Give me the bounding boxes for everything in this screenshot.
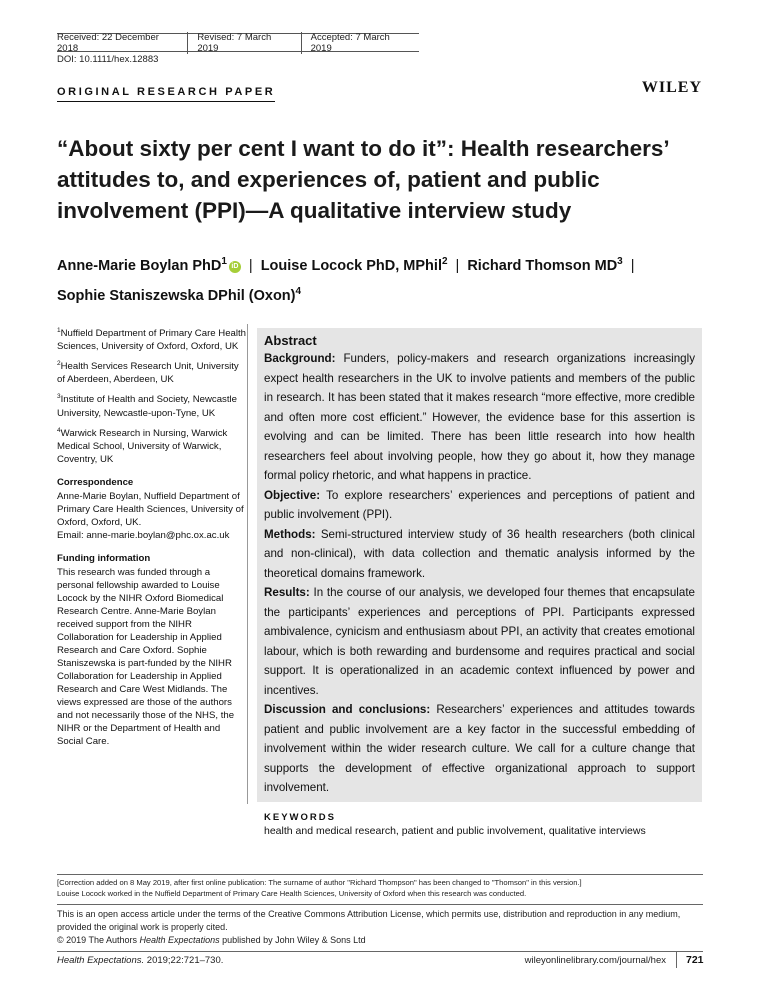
funding-text: This research was funded through a personal fellowship awarded to Louise Locock by the NIHR Oxford Biomedical Research Centre. Anne-Marie Boylan received support from the NIHR Collaboration for Leadership in Applied Research and Care Oxford. Sophie Staniszewska is part-funded by the NIHR Collaboration for Leadership in Applied Research and Care West Midlands. The views expressed are those of the authors and not necessarily those of the NHS, the NIHR or the Department of Health and Social Care. xyxy=(57,566,235,747)
author-name: Anne-Marie Boylan PhD xyxy=(57,257,222,274)
affiliation: $^1$Nuffield Department of Primary Care Health Sciences, University of Oxford, Oxford, UK xyxy=(57,327,247,353)
footer-divider xyxy=(676,952,677,968)
author-note: Louise Locock worked in the Nuffield Department of Primary Care Health Sciences, University of Oxford when this research was conducted. xyxy=(57,889,527,898)
paper-title: “About sixty per cent I want to do it”: Health researchers’ attitudes to, and experiences of, patient and public involvement (PPI)—A qualitative interview study xyxy=(57,136,669,223)
author-sup: 4 xyxy=(295,285,302,297)
footer-citation: Health Expectations. 2019;22:721–730. xyxy=(57,955,224,966)
accepted-date: Accepted: 7 March 2019 xyxy=(310,31,390,54)
abstract-conclusions: Discussion and conclusions: Researchers’ experiences and attitudes towards patient and public involvement are a key factor in the successful embedding of involvement within the wider research culture. We call for a culture change that supports the development of effective organizational approach to support involvement. xyxy=(264,703,695,794)
revised-date: Revised: 7 March 2019 xyxy=(188,32,301,54)
keywords: health and medical research, patient and public involvement, qualitative interviews xyxy=(264,824,646,837)
author-sup: 3 xyxy=(617,256,623,267)
divider xyxy=(57,904,703,905)
author-name: Louise Locock PhD, MPhil xyxy=(260,257,442,274)
author-name: Richard Thomson MD xyxy=(467,257,618,274)
author-sup: 2 xyxy=(441,256,448,267)
section-label: ORIGINAL RESEARCH PAPER xyxy=(57,86,275,102)
divider xyxy=(57,951,703,952)
license-text: This is an open access article under the terms of the Creative Commons Attribution License, which permits use, distribution and reproduction in any medium, provided the original work is properly cited. xyxy=(57,909,681,932)
correction-note: [Correction added on 8 May 2019, after first online publication: The surname of author "Richard Thompson" has been changed to "Thomson" in this version.] xyxy=(57,878,582,887)
doi: DOI: 10.1111/hex.12883 xyxy=(57,54,159,65)
author-list: Anne-Marie Boylan PhD$^1$ iD | Louise Locock PhD, MPhil$^2$ | Richard Thomson $MD^3$ | Sophie Staniszewska DPhil (Oxon)$^4$ xyxy=(57,256,635,304)
correspondence-text: Anne-Marie Boylan, Nuffield Department of Primary Care Health Sciences, University of Oxford, Oxford, UK. xyxy=(57,490,244,528)
affiliation: $^2$Health Services Research Unit, University of Aberdeen, Aberdeen, UK xyxy=(57,360,239,386)
history-bar xyxy=(57,33,419,52)
abstract-methods: Methods: Semi-structured interview study of 36 health researchers (both clinical and non-clinical), with data collection and thematic analysis informed by the theoretical domains framework. xyxy=(264,527,695,580)
keywords-heading: KEYWORDS xyxy=(264,811,336,823)
page-number: 721 xyxy=(686,954,704,966)
orcid-icon[interactable]: iD xyxy=(229,261,241,273)
abstract-background: Background: Funders, policy-makers and research organizations increasingly expect health researchers in the UK to involve patients and members of the public in research. It has been stated that it makes research “more effective, more credible and often more cost efficient.” However, the evidence base for this assertion is evolving and can be limited. There has been little research into how health researchers feel about involving people, how they go about it, how they manage formal policy rhetoric, and what happens in practice. xyxy=(264,352,695,482)
column-divider xyxy=(247,324,248,804)
author-name: Sophie Staniszewska DPhil (Oxon) xyxy=(57,287,296,304)
abstract-objective: Objective: To explore researchers’ experiences and perceptions of patient and public involvement (PPI). xyxy=(264,488,696,521)
received-date: Received: 22 December 2018 xyxy=(57,32,188,54)
correspondence-email[interactable]: Email: anne-marie.boylan@phc.ox.ac.uk xyxy=(57,529,230,541)
affiliation-column xyxy=(57,324,247,752)
copyright: © 2019 The Authors Health Expectations published by John Wiley & Sons Ltd xyxy=(57,935,366,945)
correction-notes xyxy=(57,877,703,899)
funding-heading: Funding information xyxy=(57,552,151,564)
publisher-logo: WILEY xyxy=(641,79,702,96)
journal-url[interactable]: wileyonlinelibrary.com/journal/hex xyxy=(524,955,666,966)
affiliation: $^3$Institute of Health and Society, Newcastle University, Newcastle-upon-Tyne, UK xyxy=(57,393,237,419)
abstract-box xyxy=(257,328,702,837)
abstract-heading: Abstract xyxy=(264,333,317,348)
affiliation: $^4$Warwick Research in Nursing, Warwick Medical School, University of Warwick, Coventry, UK xyxy=(57,426,228,465)
license-block xyxy=(57,908,703,947)
divider xyxy=(57,874,703,875)
abstract-results: Results: In the course of our analysis, we developed four themes that encapsulate the participants’ experiences and perceptions of PPI. Participants expressed ambivalence, cynicism and enthusiasm about PPI, an activity that creates emotional labour, which is both rewarding and burdensome and requires practical and social support. It is operationalized in an academic context influenced by power and incentives. xyxy=(264,586,695,697)
correspondence-heading: Correspondence xyxy=(57,476,134,488)
author-sup: 1 xyxy=(221,256,227,267)
